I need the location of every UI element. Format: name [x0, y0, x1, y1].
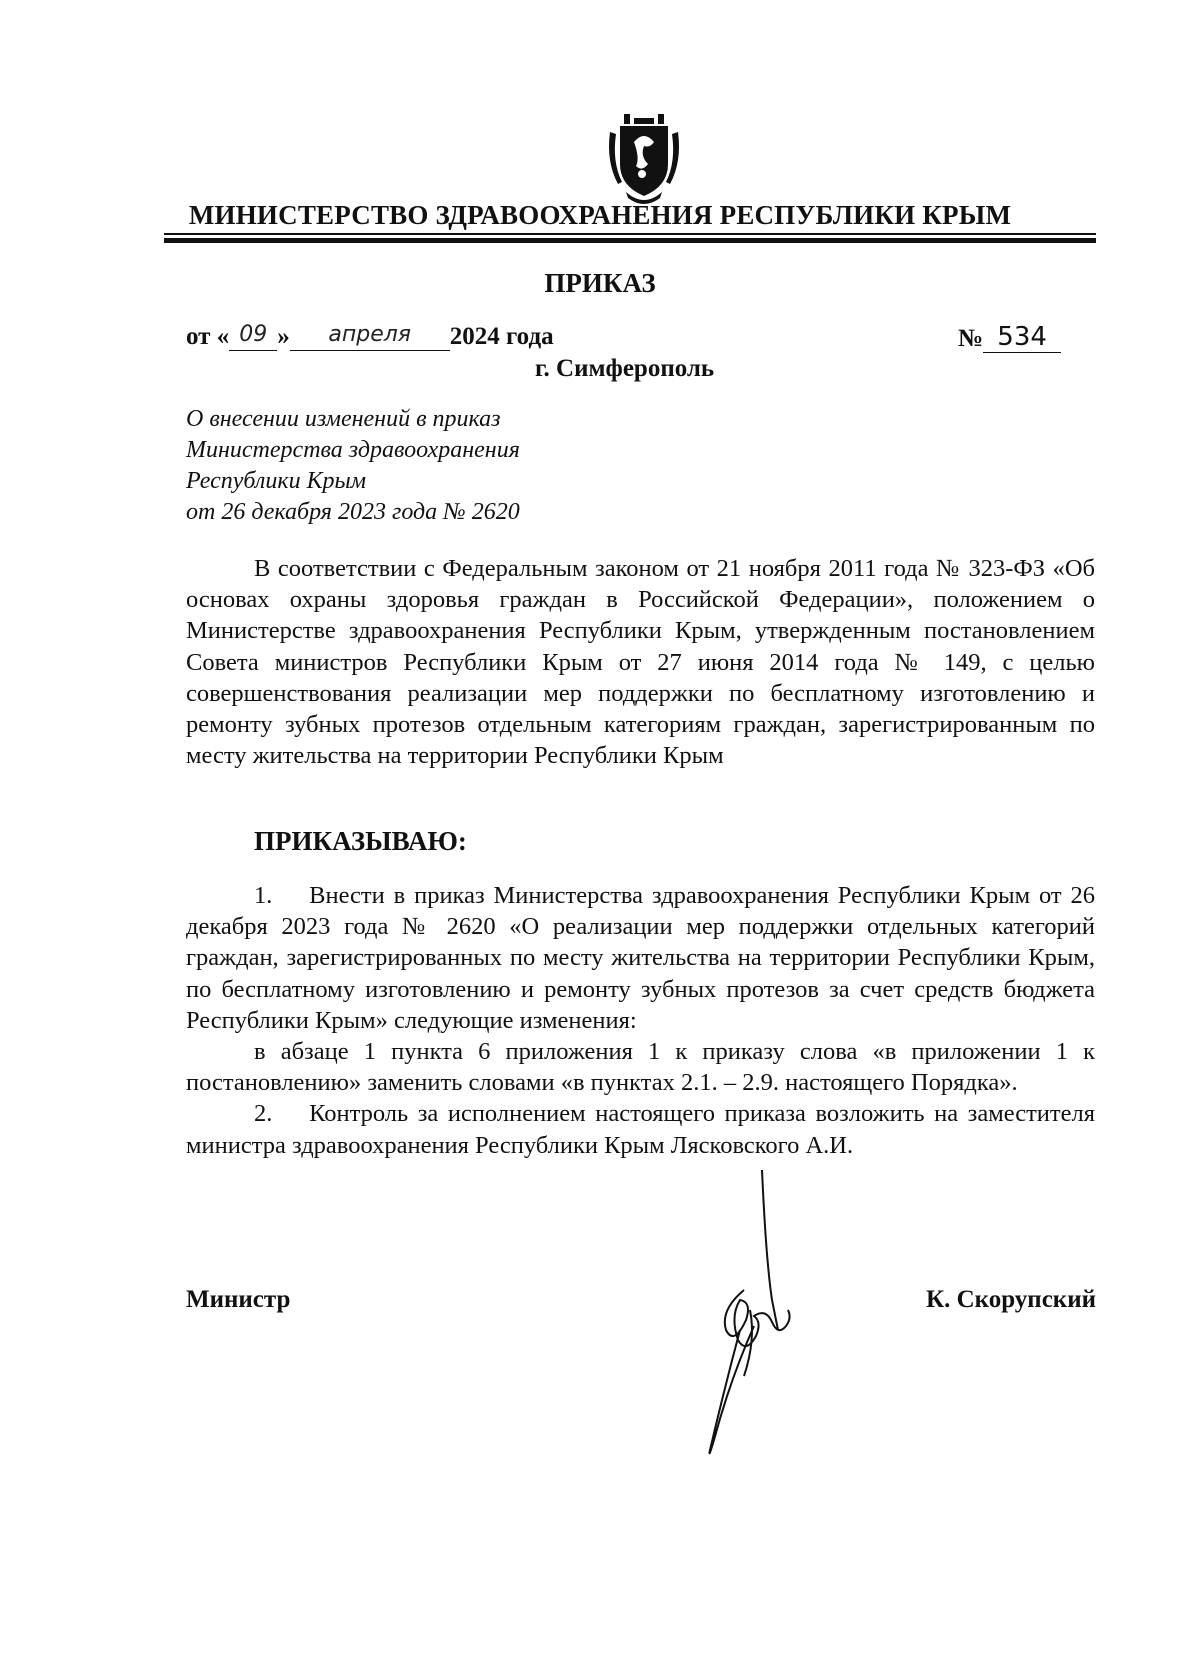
- header-rule-thin: [164, 233, 1096, 235]
- coat-of-arms-icon: [604, 112, 684, 208]
- date-mid: »: [277, 323, 290, 350]
- item-2: 2. Контроль за исполнением настоящего приказа возложить на заместителя министра здравоохранения Республики Крым Лясковского А.И.: [186, 1100, 1095, 1159]
- subject-line: Республики Крым: [186, 468, 367, 494]
- signatory-name: К. Скорупский: [925, 1286, 1096, 1313]
- city: г. Симферополь: [535, 355, 715, 382]
- date-year: 2024 года: [449, 323, 554, 350]
- subject-line: от 26 декабря 2023 года № 2620: [186, 499, 520, 525]
- subject-line: О внесении изменений в приказ: [186, 406, 501, 432]
- order-title: ПРИКАЗ: [544, 268, 656, 298]
- item-1-amendment: в абзаце 1 пункта 6 приложения 1 к приказу слова «в приложении 1 к постановлению» заменить словами «в пунктах 2.1. – 2.9. настоящего Порядка».: [186, 1038, 1095, 1097]
- date-day: 09: [229, 322, 277, 351]
- header-rule-thick: [164, 238, 1096, 243]
- number-value: 534: [983, 322, 1061, 353]
- order-subject: [186, 404, 520, 528]
- item-1: 1. Внести в приказ Министерства здравоохранения Республики Крым от 26 декабря 2023 года № 2620 «О реализации мер поддержки отдельных категорий граждан, зарегистрированных по месту жительства на территории Республики Крым, по бесплатному изготовлению и ремонту зубных протезов за счет средств бюджета Республики Крым» следующие изменения:: [186, 882, 1095, 1034]
- signature-icon: [680, 1140, 810, 1470]
- signatory-title: Министр: [186, 1286, 291, 1313]
- order-number: [958, 322, 1061, 353]
- preamble: [186, 553, 1095, 771]
- preamble-text: В соответствии с Федеральным законом от 21 ноября 2011 года № 323-ФЗ «Об основах охраны здоровья граждан в Российской Федерации», положением о Министерстве здравоохранения Республики Крым, утвержденным постановлением Совета министров Республики Крым от 27 июня 2014 года № 149, с целью совершенствования реализации мер поддержки по бесплатному изготовлению и ремонту зубных протезов отдельным категориям граждан, зарегистрированным по месту жительства на территории Республики Крым: [186, 555, 1095, 770]
- decree-items: [186, 880, 1095, 1161]
- number-prefix: №: [958, 325, 984, 352]
- ministry-name: МИНИСТЕРСТВО ЗДРАВООХРАНЕНИЯ РЕСПУБЛИКИ КРЫМ: [188, 200, 1012, 230]
- subject-line: Министерства здравоохранения: [186, 437, 520, 463]
- decree-heading: ПРИКАЗЫВАЮ:: [254, 826, 467, 856]
- date-month: апреля: [290, 322, 450, 351]
- order-date: [186, 322, 554, 351]
- date-prefix: от «: [186, 323, 230, 350]
